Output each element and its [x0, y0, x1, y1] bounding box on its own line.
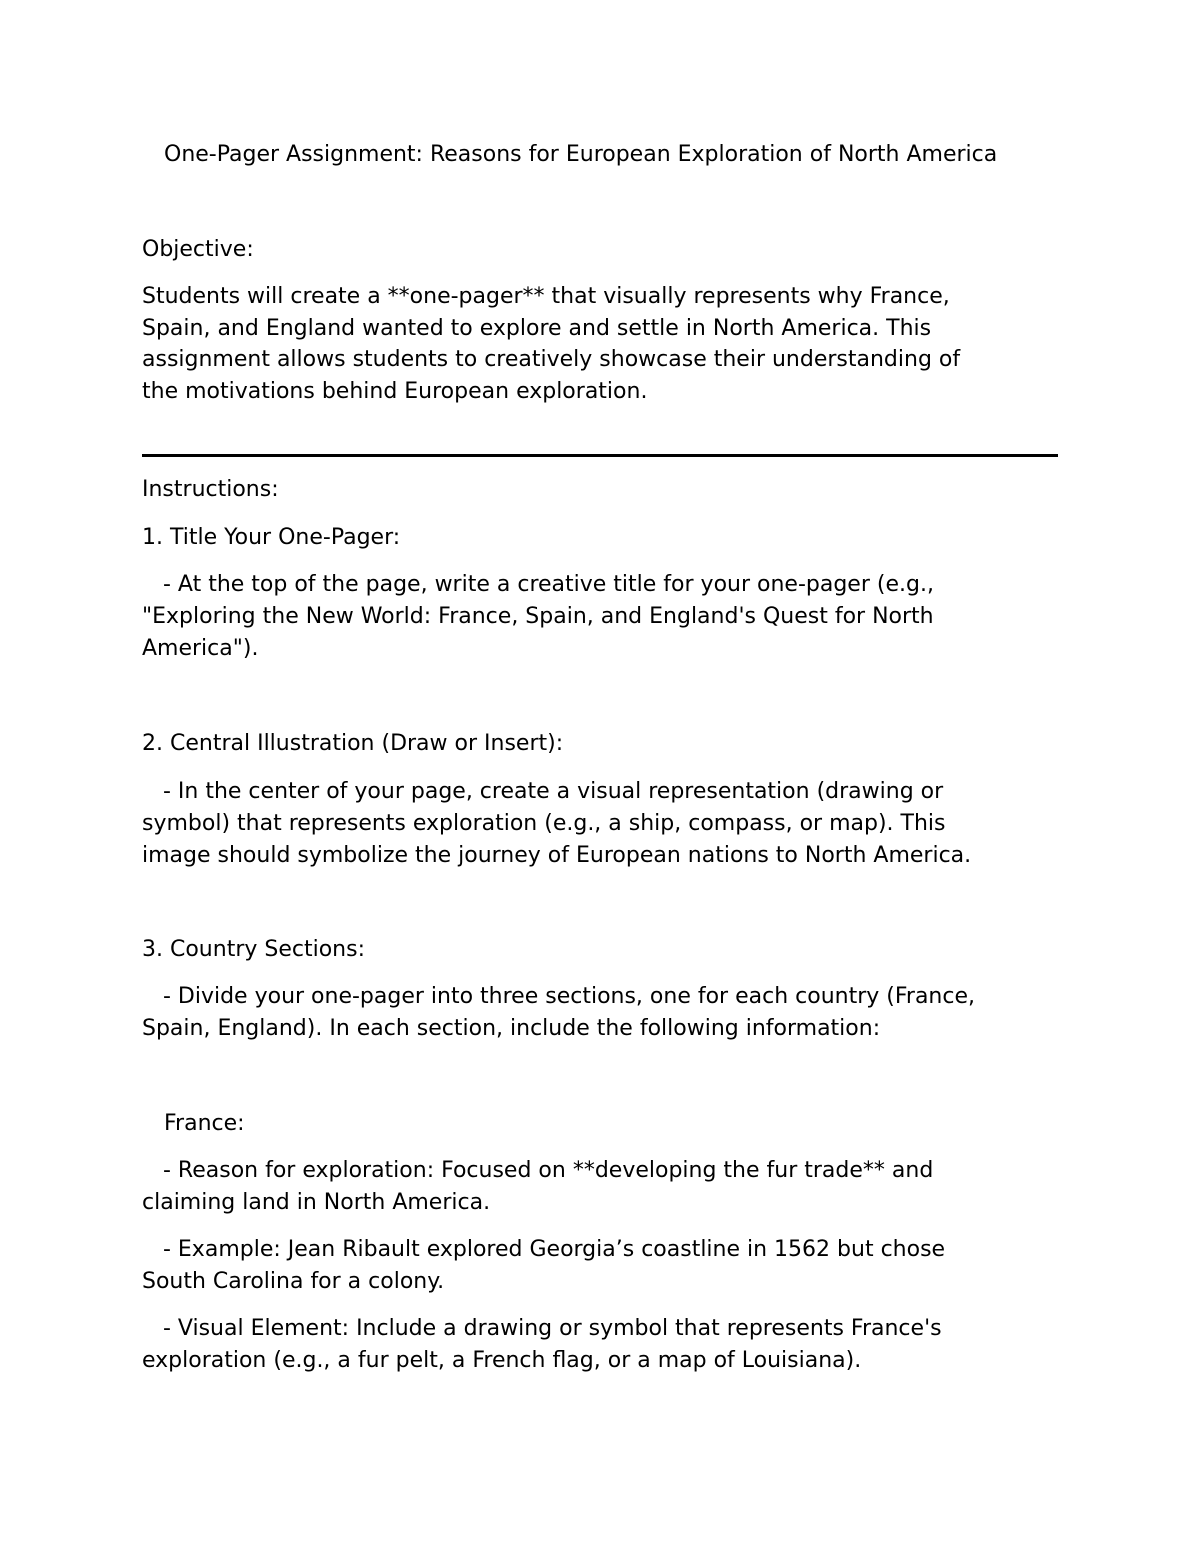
objective-line: Spain, and England wanted to explore and settle in North America. This	[142, 316, 932, 341]
step-heading: 1. Title Your One-Pager:	[142, 525, 401, 550]
objective-line: the motivations behind European exploration.	[142, 379, 648, 404]
step-line: symbol) that represents exploration (e.g., a ship, compass, or map). This	[142, 811, 946, 836]
france-reason-line: - Reason for exploration: Focused on **developing the fur trade** and	[142, 1158, 934, 1183]
step-line: Spain, England). In each section, include the following information:	[142, 1016, 881, 1041]
france-example-line: South Carolina for a colony.	[142, 1269, 445, 1294]
france-reason-line: claiming land in North America.	[142, 1190, 491, 1215]
objective-line: assignment allows students to creatively showcase their understanding of	[142, 347, 961, 372]
objective-heading: Objective:	[142, 237, 254, 262]
step-line: image should symbolize the journey of European nations to North America.	[142, 843, 972, 868]
step-heading: 2. Central Illustration (Draw or Insert):	[142, 731, 564, 756]
step-line: - At the top of the page, write a creative title for your one-pager (e.g.,	[142, 572, 934, 597]
france-visual-line: exploration (e.g., a fur pelt, a French flag, or a map of Louisiana).	[142, 1348, 862, 1373]
france-heading: France:	[164, 1111, 245, 1136]
france-example-line: - Example: Jean Ribault explored Georgia’s coastline in 1562 but chose	[142, 1237, 946, 1262]
france-visual-line: - Visual Element: Include a drawing or symbol that represents France's	[142, 1316, 942, 1341]
document-title: One-Pager Assignment: Reasons for European Exploration of North America	[164, 142, 998, 167]
objective-line: Students will create a **one-pager** that visually represents why France,	[142, 284, 950, 309]
step-line: "Exploring the New World: France, Spain, and England's Quest for North	[142, 604, 934, 629]
horizontal-divider	[142, 454, 1058, 457]
step-line: - Divide your one-pager into three sections, one for each country (France,	[142, 984, 976, 1009]
step-line: America").	[142, 636, 259, 661]
step-heading: 3. Country Sections:	[142, 937, 365, 962]
instructions-heading: Instructions:	[142, 477, 279, 502]
step-line: - In the center of your page, create a visual representation (drawing or	[142, 779, 944, 804]
